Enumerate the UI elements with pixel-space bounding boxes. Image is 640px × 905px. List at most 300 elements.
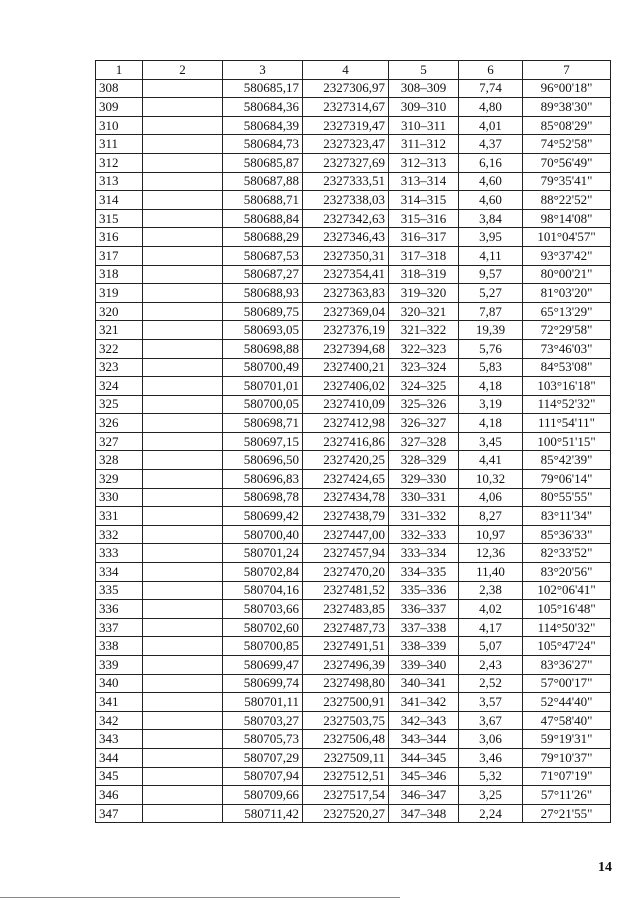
angle-cell: 100°51'15": [523, 432, 611, 451]
column-header: 7: [523, 61, 611, 80]
length-cell: 5,07: [459, 637, 523, 656]
angle-cell: 74°52'58": [523, 135, 611, 154]
y-coordinate-cell: 2327496,39: [303, 656, 389, 675]
point-label-cell: [143, 674, 223, 693]
segment-cell: 326–327: [389, 414, 459, 433]
length-cell: 5,32: [459, 767, 523, 786]
angle-cell: 79°35'41": [523, 172, 611, 191]
point-number-cell: 345: [96, 767, 143, 786]
point-number-cell: 319: [96, 284, 143, 303]
angle-cell: 103°16'18": [523, 377, 611, 396]
point-label-cell: [143, 191, 223, 210]
point-number-cell: 333: [96, 544, 143, 563]
table-row: [96, 79, 611, 98]
y-coordinate-cell: 2327350,31: [303, 246, 389, 265]
point-label-cell: [143, 228, 223, 247]
table-row: [96, 600, 611, 619]
length-cell: 3,06: [459, 730, 523, 749]
table-row: [96, 414, 611, 433]
x-coordinate-cell: 580684,39: [223, 116, 303, 135]
point-number-cell: 341: [96, 693, 143, 712]
segment-cell: 336–337: [389, 600, 459, 619]
x-coordinate-cell: 580701,24: [223, 544, 303, 563]
length-cell: 4,18: [459, 377, 523, 396]
point-number-cell: 332: [96, 525, 143, 544]
y-coordinate-cell: 2327483,85: [303, 600, 389, 619]
x-coordinate-cell: 580699,74: [223, 674, 303, 693]
table-row: [96, 470, 611, 489]
angle-cell: 83°11'34": [523, 507, 611, 526]
y-coordinate-cell: 2327500,91: [303, 693, 389, 712]
table-row: [96, 563, 611, 582]
angle-cell: 93°37'42": [523, 246, 611, 265]
x-coordinate-cell: 580699,47: [223, 656, 303, 675]
table-row: [96, 172, 611, 191]
y-coordinate-cell: 2327470,20: [303, 563, 389, 582]
x-coordinate-cell: 580697,15: [223, 432, 303, 451]
segment-cell: 342–343: [389, 711, 459, 730]
x-coordinate-cell: 580688,93: [223, 284, 303, 303]
table-row: [96, 302, 611, 321]
table-row: [96, 674, 611, 693]
segment-cell: 328–329: [389, 451, 459, 470]
point-number-cell: 340: [96, 674, 143, 693]
point-number-cell: 342: [96, 711, 143, 730]
point-number-cell: 311: [96, 135, 143, 154]
y-coordinate-cell: 2327354,41: [303, 265, 389, 284]
table-row: [96, 711, 611, 730]
segment-cell: 345–346: [389, 767, 459, 786]
x-coordinate-cell: 580688,29: [223, 228, 303, 247]
y-coordinate-cell: 2327509,11: [303, 748, 389, 767]
segment-cell: 347–348: [389, 804, 459, 823]
segment-cell: 329–330: [389, 470, 459, 489]
y-coordinate-cell: 2327400,21: [303, 358, 389, 377]
point-label-cell: [143, 525, 223, 544]
point-label-cell: [143, 414, 223, 433]
segment-cell: 316–317: [389, 228, 459, 247]
length-cell: 4,06: [459, 488, 523, 507]
x-coordinate-cell: 580696,83: [223, 470, 303, 489]
length-cell: 2,38: [459, 581, 523, 600]
x-coordinate-cell: 580684,73: [223, 135, 303, 154]
segment-cell: 334–335: [389, 563, 459, 582]
angle-cell: 65°13'29": [523, 302, 611, 321]
segment-cell: 341–342: [389, 693, 459, 712]
table-row: [96, 209, 611, 228]
length-cell: 3,19: [459, 395, 523, 414]
y-coordinate-cell: 2327338,03: [303, 191, 389, 210]
angle-cell: 85°36'33": [523, 525, 611, 544]
point-number-cell: 323: [96, 358, 143, 377]
y-coordinate-cell: 2327369,04: [303, 302, 389, 321]
table-row: [96, 265, 611, 284]
x-coordinate-cell: 580701,01: [223, 377, 303, 396]
segment-cell: 321–322: [389, 321, 459, 340]
point-label-cell: [143, 767, 223, 786]
point-number-cell: 318: [96, 265, 143, 284]
point-label-cell: [143, 358, 223, 377]
segment-cell: 346–347: [389, 786, 459, 805]
angle-cell: 105°16'48": [523, 600, 611, 619]
point-number-cell: 331: [96, 507, 143, 526]
y-coordinate-cell: 2327457,94: [303, 544, 389, 563]
table-row: [96, 748, 611, 767]
segment-cell: 332–333: [389, 525, 459, 544]
segment-cell: 315–316: [389, 209, 459, 228]
point-number-cell: 317: [96, 246, 143, 265]
y-coordinate-cell: 2327406,02: [303, 377, 389, 396]
table-row: [96, 191, 611, 210]
column-header: 6: [459, 61, 523, 80]
length-cell: 2,43: [459, 656, 523, 675]
point-label-cell: [143, 432, 223, 451]
point-number-cell: 326: [96, 414, 143, 433]
point-number-cell: 316: [96, 228, 143, 247]
table-row: [96, 507, 611, 526]
point-label-cell: [143, 246, 223, 265]
table-row: [96, 432, 611, 451]
angle-cell: 89°38'30": [523, 98, 611, 117]
segment-cell: 338–339: [389, 637, 459, 656]
y-coordinate-cell: 2327327,69: [303, 153, 389, 172]
point-number-cell: 344: [96, 748, 143, 767]
length-cell: 11,40: [459, 563, 523, 582]
angle-cell: 59°19'31": [523, 730, 611, 749]
segment-cell: 319–320: [389, 284, 459, 303]
length-cell: 10,32: [459, 470, 523, 489]
table-row: [96, 693, 611, 712]
segment-cell: 310–311: [389, 116, 459, 135]
point-number-cell: 335: [96, 581, 143, 600]
x-coordinate-cell: 580698,71: [223, 414, 303, 433]
column-header: 5: [389, 61, 459, 80]
table-row: [96, 637, 611, 656]
point-number-cell: 330: [96, 488, 143, 507]
table-row: [96, 339, 611, 358]
x-coordinate-cell: 580707,94: [223, 767, 303, 786]
length-cell: 3,67: [459, 711, 523, 730]
y-coordinate-cell: 2327323,47: [303, 135, 389, 154]
length-cell: 4,60: [459, 191, 523, 210]
angle-cell: 57°00'17": [523, 674, 611, 693]
length-cell: 3,95: [459, 228, 523, 247]
x-coordinate-cell: 580700,49: [223, 358, 303, 377]
point-label-cell: [143, 377, 223, 396]
length-cell: 7,87: [459, 302, 523, 321]
segment-cell: 325–326: [389, 395, 459, 414]
segment-cell: 309–310: [389, 98, 459, 117]
length-cell: 7,74: [459, 79, 523, 98]
y-coordinate-cell: 2327512,51: [303, 767, 389, 786]
point-label-cell: [143, 79, 223, 98]
angle-cell: 70°56'49": [523, 153, 611, 172]
length-cell: 4,01: [459, 116, 523, 135]
segment-cell: 343–344: [389, 730, 459, 749]
length-cell: 4,02: [459, 600, 523, 619]
angle-cell: 72°29'58": [523, 321, 611, 340]
point-label-cell: [143, 581, 223, 600]
length-cell: 6,16: [459, 153, 523, 172]
y-coordinate-cell: 2327498,80: [303, 674, 389, 693]
y-coordinate-cell: 2327517,54: [303, 786, 389, 805]
x-coordinate-cell: 580685,87: [223, 153, 303, 172]
x-coordinate-cell: 580693,05: [223, 321, 303, 340]
point-number-cell: 308: [96, 79, 143, 98]
x-coordinate-cell: 580687,88: [223, 172, 303, 191]
x-coordinate-cell: 580688,84: [223, 209, 303, 228]
point-number-cell: 324: [96, 377, 143, 396]
y-coordinate-cell: 2327503,75: [303, 711, 389, 730]
table-row: [96, 246, 611, 265]
point-label-cell: [143, 693, 223, 712]
angle-cell: 52°44'40": [523, 693, 611, 712]
point-number-cell: 343: [96, 730, 143, 749]
point-label-cell: [143, 172, 223, 191]
angle-cell: 82°33'52": [523, 544, 611, 563]
length-cell: 10,97: [459, 525, 523, 544]
angle-cell: 85°08'29": [523, 116, 611, 135]
length-cell: 12,36: [459, 544, 523, 563]
segment-cell: 318–319: [389, 265, 459, 284]
page-number: 14: [598, 860, 612, 875]
y-coordinate-cell: 2327306,97: [303, 79, 389, 98]
length-cell: 5,76: [459, 339, 523, 358]
y-coordinate-cell: 2327410,09: [303, 395, 389, 414]
table-row: [96, 135, 611, 154]
x-coordinate-cell: 580698,88: [223, 339, 303, 358]
angle-cell: 84°53'08": [523, 358, 611, 377]
segment-cell: 311–312: [389, 135, 459, 154]
point-label-cell: [143, 748, 223, 767]
point-number-cell: 334: [96, 563, 143, 582]
table-row: [96, 767, 611, 786]
table-row: [96, 451, 611, 470]
point-label-cell: [143, 544, 223, 563]
segment-cell: 344–345: [389, 748, 459, 767]
length-cell: 5,27: [459, 284, 523, 303]
point-number-cell: 337: [96, 618, 143, 637]
segment-cell: 322–323: [389, 339, 459, 358]
segment-cell: 314–315: [389, 191, 459, 210]
table-row: [96, 284, 611, 303]
table-body: [96, 79, 611, 823]
angle-cell: 47°58'40": [523, 711, 611, 730]
angle-cell: 79°06'14": [523, 470, 611, 489]
point-number-cell: 346: [96, 786, 143, 805]
point-label-cell: [143, 600, 223, 619]
point-label-cell: [143, 786, 223, 805]
segment-cell: 335–336: [389, 581, 459, 600]
length-cell: 3,45: [459, 432, 523, 451]
point-number-cell: 309: [96, 98, 143, 117]
point-label-cell: [143, 470, 223, 489]
point-label-cell: [143, 711, 223, 730]
table-row: [96, 98, 611, 117]
point-label-cell: [143, 451, 223, 470]
x-coordinate-cell: 580700,85: [223, 637, 303, 656]
point-label-cell: [143, 730, 223, 749]
length-cell: 19,39: [459, 321, 523, 340]
length-cell: 4,37: [459, 135, 523, 154]
y-coordinate-cell: 2327447,00: [303, 525, 389, 544]
length-cell: 5,83: [459, 358, 523, 377]
point-number-cell: 322: [96, 339, 143, 358]
angle-cell: 96°00'18": [523, 79, 611, 98]
segment-cell: 330–331: [389, 488, 459, 507]
angle-cell: 81°03'20": [523, 284, 611, 303]
y-coordinate-cell: 2327376,19: [303, 321, 389, 340]
angle-cell: 79°10'37": [523, 748, 611, 767]
angle-cell: 83°20'56": [523, 563, 611, 582]
table-row: [96, 153, 611, 172]
x-coordinate-cell: 580703,66: [223, 600, 303, 619]
length-cell: 3,46: [459, 748, 523, 767]
length-cell: 3,84: [459, 209, 523, 228]
angle-cell: 102°06'41": [523, 581, 611, 600]
table-header-row: [96, 61, 611, 80]
y-coordinate-cell: 2327434,78: [303, 488, 389, 507]
y-coordinate-cell: 2327487,73: [303, 618, 389, 637]
y-coordinate-cell: 2327481,52: [303, 581, 389, 600]
angle-cell: 73°46'03": [523, 339, 611, 358]
y-coordinate-cell: 2327333,51: [303, 172, 389, 191]
table-row: [96, 656, 611, 675]
y-coordinate-cell: 2327319,47: [303, 116, 389, 135]
length-cell: 4,41: [459, 451, 523, 470]
x-coordinate-cell: 580702,84: [223, 563, 303, 582]
table-row: [96, 116, 611, 135]
x-coordinate-cell: 580684,36: [223, 98, 303, 117]
x-coordinate-cell: 580711,42: [223, 804, 303, 823]
table-row: [96, 321, 611, 340]
point-label-cell: [143, 321, 223, 340]
y-coordinate-cell: 2327363,83: [303, 284, 389, 303]
segment-cell: 331–332: [389, 507, 459, 526]
segment-cell: 327–328: [389, 432, 459, 451]
table-row: [96, 581, 611, 600]
coordinates-table: [95, 60, 611, 823]
length-cell: 4,11: [459, 246, 523, 265]
point-label-cell: [143, 209, 223, 228]
angle-cell: 101°04'57": [523, 228, 611, 247]
y-coordinate-cell: 2327342,63: [303, 209, 389, 228]
y-coordinate-cell: 2327438,79: [303, 507, 389, 526]
point-number-cell: 329: [96, 470, 143, 489]
length-cell: 8,27: [459, 507, 523, 526]
y-coordinate-cell: 2327491,51: [303, 637, 389, 656]
angle-cell: 80°55'55": [523, 488, 611, 507]
table-row: [96, 786, 611, 805]
point-label-cell: [143, 135, 223, 154]
segment-cell: 313–314: [389, 172, 459, 191]
angle-cell: 105°47'24": [523, 637, 611, 656]
point-label-cell: [143, 488, 223, 507]
segment-cell: 340–341: [389, 674, 459, 693]
table-row: [96, 730, 611, 749]
angle-cell: 80°00'21": [523, 265, 611, 284]
point-number-cell: 315: [96, 209, 143, 228]
table-row: [96, 804, 611, 823]
table-row: [96, 618, 611, 637]
x-coordinate-cell: 580703,27: [223, 711, 303, 730]
point-label-cell: [143, 302, 223, 321]
length-cell: 3,57: [459, 693, 523, 712]
angle-cell: 83°36'27": [523, 656, 611, 675]
length-cell: 3,25: [459, 786, 523, 805]
angle-cell: 71°07'19": [523, 767, 611, 786]
y-coordinate-cell: 2327394,68: [303, 339, 389, 358]
x-coordinate-cell: 580709,66: [223, 786, 303, 805]
x-coordinate-cell: 580685,17: [223, 79, 303, 98]
point-label-cell: [143, 98, 223, 117]
length-cell: 4,17: [459, 618, 523, 637]
point-number-cell: 320: [96, 302, 143, 321]
segment-cell: 320–321: [389, 302, 459, 321]
angle-cell: 85°42'39": [523, 451, 611, 470]
angle-cell: 88°22'52": [523, 191, 611, 210]
point-number-cell: 336: [96, 600, 143, 619]
table-row: [96, 544, 611, 563]
segment-cell: 333–334: [389, 544, 459, 563]
y-coordinate-cell: 2327412,98: [303, 414, 389, 433]
x-coordinate-cell: 580700,40: [223, 525, 303, 544]
x-coordinate-cell: 580702,60: [223, 618, 303, 637]
table-row: [96, 395, 611, 414]
angle-cell: 111°54'11": [523, 414, 611, 433]
angle-cell: 114°50'32": [523, 618, 611, 637]
point-label-cell: [143, 507, 223, 526]
point-label-cell: [143, 339, 223, 358]
table-row: [96, 358, 611, 377]
column-header: 2: [143, 61, 223, 80]
point-label-cell: [143, 618, 223, 637]
point-number-cell: 313: [96, 172, 143, 191]
x-coordinate-cell: 580696,50: [223, 451, 303, 470]
point-label-cell: [143, 395, 223, 414]
length-cell: 4,18: [459, 414, 523, 433]
y-coordinate-cell: 2327424,65: [303, 470, 389, 489]
x-coordinate-cell: 580687,27: [223, 265, 303, 284]
y-coordinate-cell: 2327314,67: [303, 98, 389, 117]
segment-cell: 308–309: [389, 79, 459, 98]
table-row: [96, 228, 611, 247]
length-cell: 2,24: [459, 804, 523, 823]
y-coordinate-cell: 2327346,43: [303, 228, 389, 247]
x-coordinate-cell: 580704,16: [223, 581, 303, 600]
y-coordinate-cell: 2327506,48: [303, 730, 389, 749]
segment-cell: 339–340: [389, 656, 459, 675]
point-label-cell: [143, 153, 223, 172]
angle-cell: 57°11'26": [523, 786, 611, 805]
y-coordinate-cell: 2327416,86: [303, 432, 389, 451]
point-number-cell: 314: [96, 191, 143, 210]
angle-cell: 98°14'08": [523, 209, 611, 228]
angle-cell: 27°21'55": [523, 804, 611, 823]
point-number-cell: 338: [96, 637, 143, 656]
point-label-cell: [143, 637, 223, 656]
x-coordinate-cell: 580701,11: [223, 693, 303, 712]
table-row: [96, 488, 611, 507]
x-coordinate-cell: 580705,73: [223, 730, 303, 749]
column-header: 4: [303, 61, 389, 80]
point-number-cell: 339: [96, 656, 143, 675]
point-label-cell: [143, 563, 223, 582]
point-number-cell: 312: [96, 153, 143, 172]
x-coordinate-cell: 580687,53: [223, 246, 303, 265]
segment-cell: 337–338: [389, 618, 459, 637]
point-number-cell: 328: [96, 451, 143, 470]
